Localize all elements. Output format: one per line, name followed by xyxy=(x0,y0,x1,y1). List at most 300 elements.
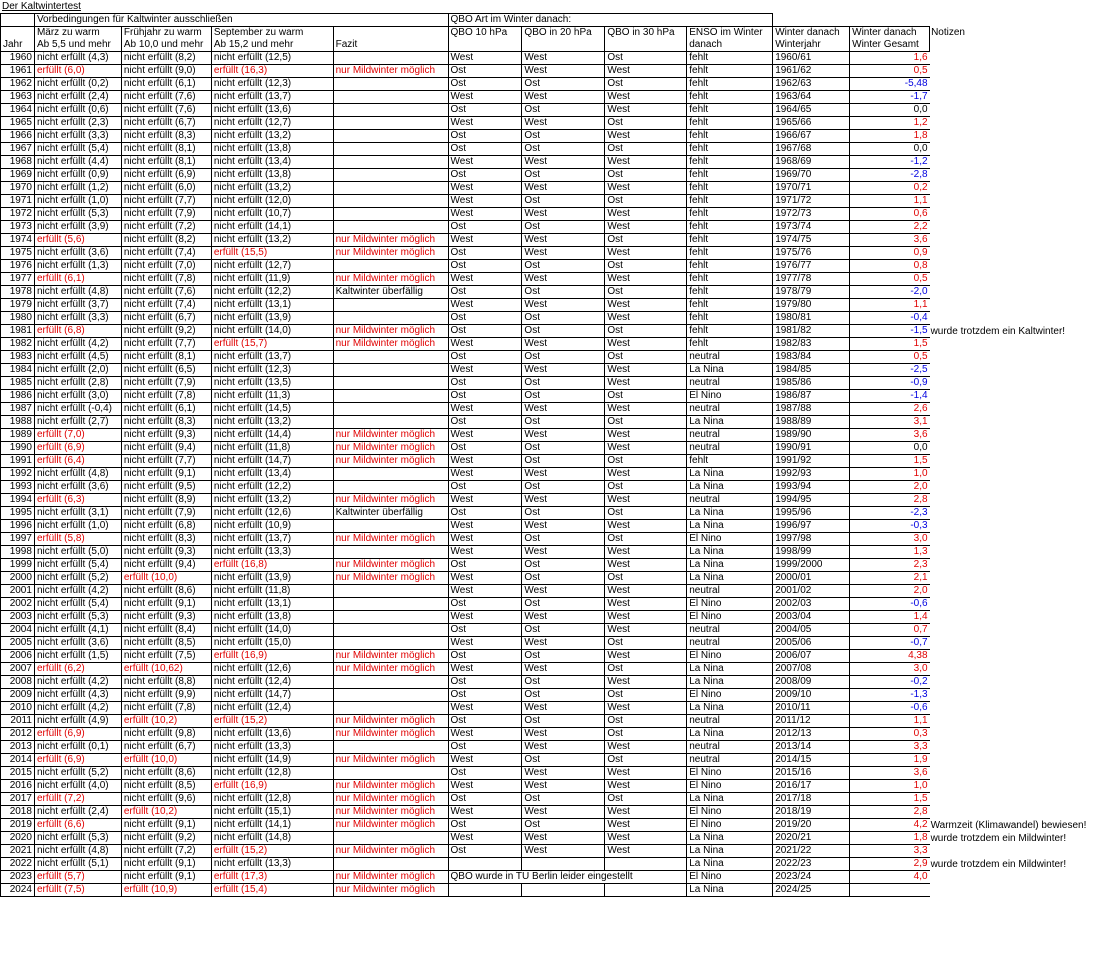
maerz-cell: nicht erfüllt (0,9) xyxy=(34,169,121,182)
qbo10-cell: West xyxy=(448,572,522,585)
enso-cell: La Nina xyxy=(687,676,773,689)
jahr-cell: 2010 xyxy=(1,702,35,715)
table-row xyxy=(1,169,1109,182)
qbo20-cell: Ost xyxy=(522,650,605,663)
september-cell: erfüllt (15,2) xyxy=(211,845,333,858)
enso-cell: La Nina xyxy=(687,884,773,897)
notiz-cell xyxy=(930,234,1109,247)
winter-gesamt-cell: 0,3 xyxy=(850,728,930,741)
fruehjahr-cell: nicht erfüllt (7,9) xyxy=(121,377,211,390)
enso-cell: fehlt xyxy=(687,65,773,78)
maerz-cell: nicht erfüllt (5,3) xyxy=(34,208,121,221)
notiz-cell xyxy=(930,507,1109,520)
fruehjahr-cell: nicht erfüllt (7,8) xyxy=(121,273,211,286)
jahr-cell: 1970 xyxy=(1,182,35,195)
fruehjahr-cell: nicht erfüllt (7,6) xyxy=(121,286,211,299)
winterjahr-cell: 1965/66 xyxy=(773,117,850,130)
september-cell: nicht erfüllt (14,1) xyxy=(211,819,333,832)
notiz-cell xyxy=(930,741,1109,754)
qbo20-cell: Ost xyxy=(522,351,605,364)
september-cell: erfüllt (16,3) xyxy=(211,65,333,78)
fruehjahr-cell: nicht erfüllt (7,4) xyxy=(121,247,211,260)
qbo10-cell: West xyxy=(448,637,522,650)
fruehjahr-cell: nicht erfüllt (9,1) xyxy=(121,819,211,832)
september-cell: nicht erfüllt (13,7) xyxy=(211,351,333,364)
fruehjahr-cell: nicht erfüllt (9,1) xyxy=(121,858,211,871)
september-cell: nicht erfüllt (13,6) xyxy=(211,728,333,741)
qbo30-cell: Ost xyxy=(605,663,687,676)
header-gesamt-2: Winter Gesamt xyxy=(850,39,930,52)
september-cell: nicht erfüllt (10,9) xyxy=(211,520,333,533)
jahr-cell: 1993 xyxy=(1,481,35,494)
qbo20-cell: Ost xyxy=(522,416,605,429)
jahr-cell: 1995 xyxy=(1,507,35,520)
jahr-cell: 2001 xyxy=(1,585,35,598)
maerz-cell: erfüllt (6,8) xyxy=(34,325,121,338)
header-maerz-threshold: Ab 5,5 und mehr xyxy=(34,39,121,52)
qbo20-cell: Ost xyxy=(522,221,605,234)
winterjahr-cell: 2002/03 xyxy=(773,598,850,611)
september-cell: nicht erfüllt (12,5) xyxy=(211,52,333,65)
qbo30-cell: Ost xyxy=(605,689,687,702)
enso-cell: La Nina xyxy=(687,481,773,494)
winterjahr-cell: 1979/80 xyxy=(773,299,850,312)
qbo30-cell xyxy=(605,858,687,871)
fruehjahr-cell: nicht erfüllt (7,7) xyxy=(121,195,211,208)
maerz-cell: nicht erfüllt (5,1) xyxy=(34,858,121,871)
fazit-cell xyxy=(333,598,448,611)
qbo30-cell: Ost xyxy=(605,260,687,273)
jahr-cell: 1964 xyxy=(1,104,35,117)
fruehjahr-cell: nicht erfüllt (8,9) xyxy=(121,494,211,507)
notiz-cell xyxy=(930,312,1109,325)
header-enso-2: danach xyxy=(687,39,773,52)
winterjahr-cell: 2020/21 xyxy=(773,832,850,845)
jahr-cell: 1974 xyxy=(1,234,35,247)
jahr-cell: 1968 xyxy=(1,156,35,169)
winter-gesamt-cell: 1,4 xyxy=(850,611,930,624)
notiz-cell xyxy=(930,494,1109,507)
table-row xyxy=(1,559,1109,572)
september-cell: nicht erfüllt (13,3) xyxy=(211,741,333,754)
winter-gesamt-cell: 2,8 xyxy=(850,806,930,819)
maerz-cell: nicht erfüllt (3,0) xyxy=(34,390,121,403)
enso-cell: fehlt xyxy=(687,273,773,286)
qbo30-cell: West xyxy=(605,338,687,351)
qbo10-cell: West xyxy=(448,273,522,286)
fruehjahr-cell: nicht erfüllt (9,9) xyxy=(121,689,211,702)
fazit-cell: nur Mildwinter möglich xyxy=(333,754,448,767)
qbo20-cell: West xyxy=(522,403,605,416)
jahr-cell: 1973 xyxy=(1,221,35,234)
fruehjahr-cell: nicht erfüllt (8,1) xyxy=(121,351,211,364)
fazit-cell: nur Mildwinter möglich xyxy=(333,234,448,247)
fazit-cell: nur Mildwinter möglich xyxy=(333,442,448,455)
fazit-cell xyxy=(333,208,448,221)
qbo30-cell: West xyxy=(605,520,687,533)
winter-gesamt-cell: -0,2 xyxy=(850,676,930,689)
notiz-cell xyxy=(930,221,1109,234)
table-row xyxy=(1,442,1109,455)
winterjahr-cell: 1962/63 xyxy=(773,78,850,91)
winter-gesamt-cell: 1,6 xyxy=(850,52,930,65)
table-row xyxy=(1,416,1109,429)
qbo30-cell: Ost xyxy=(605,351,687,364)
winterjahr-cell: 2018/19 xyxy=(773,806,850,819)
september-cell: nicht erfüllt (12,4) xyxy=(211,702,333,715)
winterjahr-cell: 2017/18 xyxy=(773,793,850,806)
qbo30-cell: West xyxy=(605,364,687,377)
winter-gesamt-cell: -0,7 xyxy=(850,637,930,650)
notiz-cell xyxy=(930,377,1109,390)
september-cell: nicht erfüllt (12,0) xyxy=(211,195,333,208)
september-cell: nicht erfüllt (13,1) xyxy=(211,598,333,611)
jahr-cell: 1962 xyxy=(1,78,35,91)
enso-cell: fehlt xyxy=(687,247,773,260)
enso-cell: El Nino xyxy=(687,611,773,624)
winterjahr-cell: 2024/25 xyxy=(773,884,850,897)
qbo20-cell: Ost xyxy=(522,624,605,637)
table-row xyxy=(1,884,1109,897)
header-cell-empty xyxy=(773,14,850,27)
qbo20-cell: West xyxy=(522,208,605,221)
jahr-cell: 2005 xyxy=(1,637,35,650)
fruehjahr-cell: erfüllt (10,2) xyxy=(121,806,211,819)
header-row-2 xyxy=(1,39,1109,52)
qbo20-cell: West xyxy=(522,637,605,650)
notiz-cell xyxy=(930,390,1109,403)
enso-cell: fehlt xyxy=(687,325,773,338)
jahr-cell: 2020 xyxy=(1,832,35,845)
winterjahr-cell: 2011/12 xyxy=(773,715,850,728)
winter-gesamt-cell: 3,3 xyxy=(850,741,930,754)
enso-cell: fehlt xyxy=(687,260,773,273)
table-row xyxy=(1,546,1109,559)
winter-gesamt-cell: 0,5 xyxy=(850,273,930,286)
maerz-cell: nicht erfüllt (5,0) xyxy=(34,546,121,559)
table-row xyxy=(1,520,1109,533)
maerz-cell: erfüllt (6,3) xyxy=(34,494,121,507)
september-cell: nicht erfüllt (12,6) xyxy=(211,663,333,676)
qbo30-cell: West xyxy=(605,598,687,611)
jahr-cell: 1983 xyxy=(1,351,35,364)
jahr-cell: 2023 xyxy=(1,871,35,884)
winterjahr-cell: 2013/14 xyxy=(773,741,850,754)
table-row xyxy=(1,104,1109,117)
jahr-cell: 1975 xyxy=(1,247,35,260)
winter-gesamt-cell: 2,9 xyxy=(850,858,930,871)
jahr-cell: 1979 xyxy=(1,299,35,312)
qbo10-cell: Ost xyxy=(448,767,522,780)
table-row xyxy=(1,741,1109,754)
enso-cell: La Nina xyxy=(687,728,773,741)
september-cell: nicht erfüllt (12,7) xyxy=(211,260,333,273)
qbo30-cell: West xyxy=(605,403,687,416)
notiz-cell xyxy=(930,728,1109,741)
september-cell: nicht erfüllt (13,4) xyxy=(211,468,333,481)
enso-cell: La Nina xyxy=(687,858,773,871)
enso-cell: fehlt xyxy=(687,78,773,91)
header-cell-empty xyxy=(448,39,522,52)
qbo30-cell: Ost xyxy=(605,286,687,299)
qbo10-cell: Ost xyxy=(448,390,522,403)
september-cell: nicht erfüllt (13,6) xyxy=(211,104,333,117)
fruehjahr-cell: nicht erfüllt (9,0) xyxy=(121,65,211,78)
table-row xyxy=(1,702,1109,715)
jahr-cell: 2014 xyxy=(1,754,35,767)
qbo10-cell: Ost xyxy=(448,130,522,143)
enso-cell: La Nina xyxy=(687,572,773,585)
fazit-cell xyxy=(333,182,448,195)
jahr-cell: 1989 xyxy=(1,429,35,442)
fruehjahr-cell: nicht erfüllt (6,1) xyxy=(121,403,211,416)
enso-cell: fehlt xyxy=(687,182,773,195)
winterjahr-cell: 1999/2000 xyxy=(773,559,850,572)
maerz-cell: nicht erfüllt (3,3) xyxy=(34,130,121,143)
enso-cell: El Nino xyxy=(687,871,773,884)
winter-gesamt-cell: 1,9 xyxy=(850,754,930,767)
qbo20-cell: Ost xyxy=(522,312,605,325)
enso-cell: La Nina xyxy=(687,832,773,845)
fruehjahr-cell: nicht erfüllt (9,4) xyxy=(121,559,211,572)
fazit-cell: nur Mildwinter möglich xyxy=(333,247,448,260)
winter-gesamt-cell: 1,5 xyxy=(850,793,930,806)
winterjahr-cell: 1970/71 xyxy=(773,182,850,195)
fruehjahr-cell: erfüllt (10,9) xyxy=(121,884,211,897)
winter-gesamt-cell: 1,1 xyxy=(850,299,930,312)
maerz-cell: nicht erfüllt (0,1) xyxy=(34,741,121,754)
enso-cell: La Nina xyxy=(687,845,773,858)
maerz-cell: erfüllt (5,7) xyxy=(34,871,121,884)
jahr-cell: 2009 xyxy=(1,689,35,702)
fazit-cell: nur Mildwinter möglich xyxy=(333,728,448,741)
enso-cell: fehlt xyxy=(687,221,773,234)
maerz-cell: erfüllt (6,1) xyxy=(34,273,121,286)
september-cell: nicht erfüllt (13,2) xyxy=(211,494,333,507)
header-fruehjahr-threshold: Ab 10,0 und mehr xyxy=(121,39,211,52)
qbo10-cell: Ost xyxy=(448,65,522,78)
qbo10-cell: Ost xyxy=(448,819,522,832)
september-cell: erfüllt (17,3) xyxy=(211,871,333,884)
enso-cell: El Nino xyxy=(687,533,773,546)
september-cell: nicht erfüllt (13,2) xyxy=(211,234,333,247)
fazit-cell: nur Mildwinter möglich xyxy=(333,572,448,585)
notiz-cell xyxy=(930,611,1109,624)
table-row xyxy=(1,403,1109,416)
winter-gesamt-cell: 2,0 xyxy=(850,481,930,494)
september-cell: nicht erfüllt (12,3) xyxy=(211,78,333,91)
qbo10-cell: Ost xyxy=(448,247,522,260)
qbo30-cell: West xyxy=(605,221,687,234)
qbo30-cell: West xyxy=(605,702,687,715)
table-row xyxy=(1,806,1109,819)
jahr-cell: 1960 xyxy=(1,52,35,65)
qbo20-cell: West xyxy=(522,247,605,260)
fazit-cell: nur Mildwinter möglich xyxy=(333,793,448,806)
table-row xyxy=(1,585,1109,598)
fruehjahr-cell: nicht erfüllt (6,7) xyxy=(121,312,211,325)
jahr-cell: 2022 xyxy=(1,858,35,871)
enso-cell: neutral xyxy=(687,442,773,455)
winterjahr-cell: 2006/07 xyxy=(773,650,850,663)
winter-gesamt-cell: -5,48 xyxy=(850,78,930,91)
winterjahr-cell: 1974/75 xyxy=(773,234,850,247)
fruehjahr-cell: nicht erfüllt (6,1) xyxy=(121,78,211,91)
winterjahr-cell: 1971/72 xyxy=(773,195,850,208)
maerz-cell: erfüllt (6,2) xyxy=(34,663,121,676)
qbo20-cell: Ost xyxy=(522,390,605,403)
qbo30-cell: West xyxy=(605,65,687,78)
september-cell: nicht erfüllt (13,2) xyxy=(211,416,333,429)
jahr-cell: 1996 xyxy=(1,520,35,533)
enso-cell: neutral xyxy=(687,585,773,598)
fruehjahr-cell: nicht erfüllt (9,4) xyxy=(121,442,211,455)
enso-cell: La Nina xyxy=(687,546,773,559)
winterjahr-cell: 1985/86 xyxy=(773,377,850,390)
jahr-cell: 2024 xyxy=(1,884,35,897)
fazit-cell: nur Mildwinter möglich xyxy=(333,533,448,546)
qbo20-cell: Ost xyxy=(522,533,605,546)
header-winterjahr: Winter danach xyxy=(773,27,850,40)
winter-gesamt-cell: -2,5 xyxy=(850,364,930,377)
fazit-cell xyxy=(333,468,448,481)
qbo30-cell xyxy=(605,884,687,897)
winterjahr-cell: 2016/17 xyxy=(773,780,850,793)
notiz-cell xyxy=(930,845,1109,858)
fruehjahr-cell: nicht erfüllt (9,3) xyxy=(121,611,211,624)
enso-cell: La Nina xyxy=(687,520,773,533)
table-row xyxy=(1,715,1109,728)
qbo10-cell: Ost xyxy=(448,260,522,273)
notiz-cell xyxy=(930,546,1109,559)
qbo10-cell: West xyxy=(448,702,522,715)
header-cell-empty xyxy=(605,39,687,52)
september-cell: nicht erfüllt (12,2) xyxy=(211,286,333,299)
notiz-cell xyxy=(930,871,1109,884)
notiz-cell xyxy=(930,299,1109,312)
header-qbo30: QBO in 30 hPa xyxy=(605,27,687,40)
qbo20-cell: West xyxy=(522,468,605,481)
fazit-cell xyxy=(333,117,448,130)
september-cell: erfüllt (15,2) xyxy=(211,715,333,728)
qbo20-cell: Ost xyxy=(522,676,605,689)
qbo20-cell: West xyxy=(522,546,605,559)
enso-cell: fehlt xyxy=(687,455,773,468)
winter-gesamt-cell: 3,6 xyxy=(850,234,930,247)
enso-cell: neutral xyxy=(687,624,773,637)
winterjahr-cell: 1963/64 xyxy=(773,91,850,104)
qbo10-cell: West xyxy=(448,156,522,169)
winterjahr-cell: 1964/65 xyxy=(773,104,850,117)
qbo30-cell: West xyxy=(605,377,687,390)
winter-gesamt-cell: 1,5 xyxy=(850,455,930,468)
maerz-cell: nicht erfüllt (5,2) xyxy=(34,572,121,585)
winterjahr-cell: 1995/96 xyxy=(773,507,850,520)
september-cell: nicht erfüllt (13,1) xyxy=(211,299,333,312)
notiz-cell: Warmzeit (Klimawandel) bewiesen! xyxy=(930,819,1087,831)
qbo20-cell xyxy=(522,858,605,871)
jahr-cell: 2004 xyxy=(1,624,35,637)
maerz-cell: nicht erfüllt (2,4) xyxy=(34,91,121,104)
winter-gesamt-cell: 0,2 xyxy=(850,182,930,195)
qbo20-cell: West xyxy=(522,702,605,715)
table-row xyxy=(1,325,1109,338)
notiz-cell: wurde trotzdem ein Mildwinter! xyxy=(930,858,1067,870)
fruehjahr-cell: nicht erfüllt (9,8) xyxy=(121,728,211,741)
maerz-cell: nicht erfüllt (4,3) xyxy=(34,689,121,702)
fruehjahr-cell: nicht erfüllt (7,7) xyxy=(121,455,211,468)
qbo10-cell: West xyxy=(448,585,522,598)
winterjahr-cell: 2012/13 xyxy=(773,728,850,741)
qbo30-cell: Ost xyxy=(605,455,687,468)
september-cell: nicht erfüllt (12,3) xyxy=(211,364,333,377)
september-cell: nicht erfüllt (13,5) xyxy=(211,377,333,390)
winter-gesamt-cell: 0,9 xyxy=(850,247,930,260)
qbo20-cell: West xyxy=(522,520,605,533)
maerz-cell: nicht erfüllt (3,1) xyxy=(34,507,121,520)
fruehjahr-cell: nicht erfüllt (6,8) xyxy=(121,520,211,533)
table-row xyxy=(1,195,1109,208)
table-row xyxy=(1,676,1109,689)
fruehjahr-cell: nicht erfüllt (7,2) xyxy=(121,845,211,858)
winter-gesamt-cell: 2,3 xyxy=(850,559,930,572)
qbo10-cell: Ost xyxy=(448,312,522,325)
qbo10-cell: West xyxy=(448,806,522,819)
september-cell: nicht erfüllt (13,7) xyxy=(211,533,333,546)
maerz-cell: nicht erfüllt (2,7) xyxy=(34,416,121,429)
enso-cell: La Nina xyxy=(687,702,773,715)
qbo10-cell: West xyxy=(448,780,522,793)
table-row xyxy=(1,663,1109,676)
winterjahr-cell: 1997/98 xyxy=(773,533,850,546)
qbo30-cell: West xyxy=(605,468,687,481)
qbo20-cell: West xyxy=(522,494,605,507)
fazit-cell: nur Mildwinter möglich xyxy=(333,559,448,572)
notiz-cell xyxy=(930,650,1109,663)
qbo10-cell: Ost xyxy=(448,715,522,728)
fazit-cell xyxy=(333,260,448,273)
qbo10-cell: Ost xyxy=(448,845,522,858)
enso-cell: fehlt xyxy=(687,117,773,130)
september-cell: erfüllt (15,7) xyxy=(211,338,333,351)
september-cell: nicht erfüllt (14,4) xyxy=(211,429,333,442)
table-row xyxy=(1,858,1109,871)
notiz-cell xyxy=(930,663,1109,676)
qbo20-cell: Ost xyxy=(522,754,605,767)
fazit-cell xyxy=(333,403,448,416)
jahr-cell: 2017 xyxy=(1,793,35,806)
fazit-cell xyxy=(333,169,448,182)
maerz-cell: erfüllt (5,6) xyxy=(34,234,121,247)
fruehjahr-cell: nicht erfüllt (8,2) xyxy=(121,234,211,247)
winterjahr-cell: 1986/87 xyxy=(773,390,850,403)
notiz-cell xyxy=(930,715,1109,728)
september-cell: nicht erfüllt (11,9) xyxy=(211,273,333,286)
qbo20-cell: West xyxy=(522,585,605,598)
september-cell: nicht erfüllt (13,2) xyxy=(211,182,333,195)
fruehjahr-cell: nicht erfüllt (9,1) xyxy=(121,468,211,481)
winterjahr-cell: 1969/70 xyxy=(773,169,850,182)
qbo20-cell: West xyxy=(522,117,605,130)
fazit-cell xyxy=(333,364,448,377)
fruehjahr-cell: nicht erfüllt (8,3) xyxy=(121,130,211,143)
notiz-cell xyxy=(930,169,1109,182)
fazit-cell: nur Mildwinter möglich xyxy=(333,494,448,507)
jahr-cell: 2000 xyxy=(1,572,35,585)
maerz-cell: nicht erfüllt (4,4) xyxy=(34,156,121,169)
winterjahr-cell: 1968/69 xyxy=(773,156,850,169)
qbo30-cell: Ost xyxy=(605,572,687,585)
